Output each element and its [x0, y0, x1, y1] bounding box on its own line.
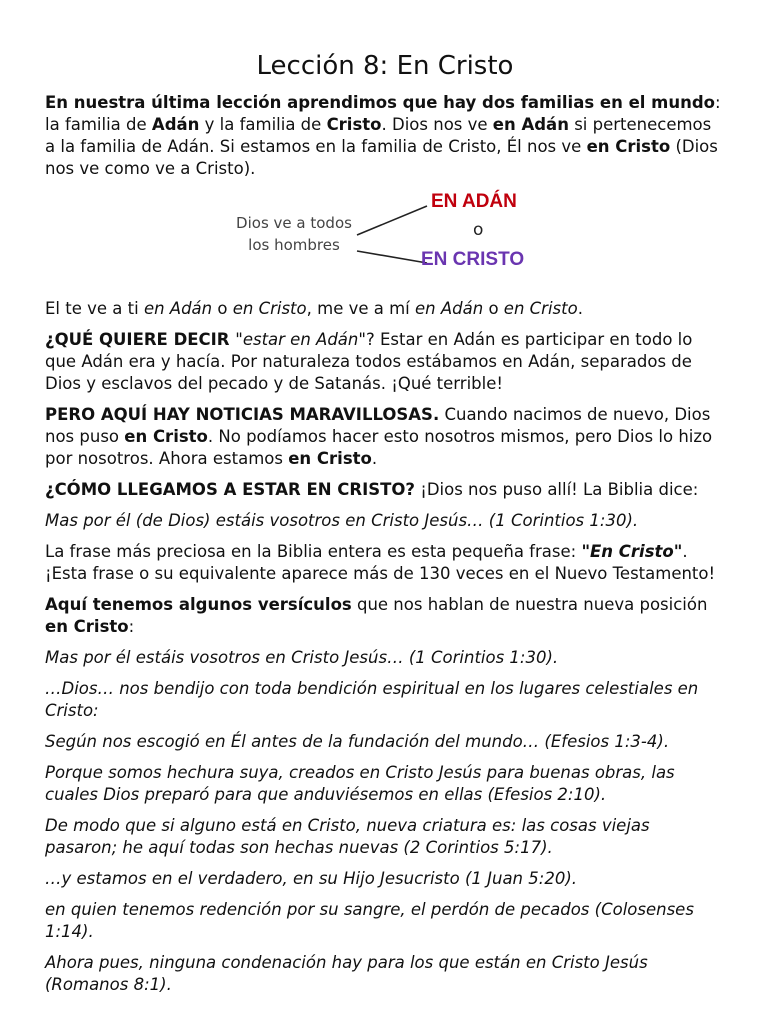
intro-text-3: . Dios nos ve	[381, 115, 493, 134]
p2-text-1: El te ve a ti	[45, 299, 144, 318]
p2-text-5: .	[577, 299, 583, 318]
intro-text-5: (Dios nos ve como ve a Cristo).	[45, 137, 718, 178]
verse-item: Según nos escogió en Él antes de la fundación del mundo… (Efesios 1:3-4).	[45, 732, 670, 751]
p2-text-4: o	[483, 299, 504, 318]
paragraph-noticias-maravillosas	[45, 404, 725, 470]
diagram-left-label	[231, 212, 357, 256]
p2-italic-2: en Cristo	[232, 299, 307, 318]
intro-bold-1: En nuestra última lección aprendimos que hay dos familias en el mundo	[45, 93, 716, 112]
two-families-diagram	[45, 192, 725, 284]
paragraph-versiculos-intro	[45, 594, 725, 638]
p3-italic-1: "estar en Adán"	[235, 330, 366, 349]
diagram-or: o	[473, 220, 484, 240]
page-title: Lección 8: En Cristo	[256, 51, 514, 81]
p4-text-2: . No podíamos hacer esto nosotros mismos, pero Dios lo hizo por nosotros. Ahora estamos	[45, 427, 713, 468]
verse-item: …y estamos en el verdadero, en su Hijo Jesucristo (1 Juan 5:20).	[45, 869, 577, 888]
p5-bold-1: ¿CÓMO LLEGAMOS A ESTAR EN CRISTO?	[45, 480, 415, 499]
p2-italic-4: en Cristo	[503, 299, 578, 318]
intro-bold-3: Cristo	[326, 115, 382, 134]
p8-text-1: que nos hablan de nuestra nueva posición	[351, 595, 708, 614]
intro-text-2: y la familia de	[199, 115, 327, 134]
verse-item: Porque somos hechura suya, creados en Cristo Jesús para buenas obras, las cuales Dios preparó para que anduviésemos en ellas (Efesios 2:10).	[45, 763, 675, 804]
p2-italic-1: en Adán	[143, 299, 213, 318]
p7-text-1: La frase más preciosa en la Biblia entera es esta pequeña frase:	[45, 542, 582, 561]
diagram-option-en-cristo: EN CRISTO	[421, 249, 525, 270]
quote-1-corintios: Mas por él (de Dios) estáis vosotros en Cristo Jesús… (1 Corintios 1:30).	[45, 511, 639, 530]
p5-text-1: ¡Dios nos puso allí! La Biblia dice:	[414, 480, 699, 499]
intro-text-4: si pertenecemos a la familia de Adán. Si estamos en la familia de Cristo, Él nos ve	[45, 115, 712, 156]
intro-bold-2: Adán	[151, 115, 200, 134]
p2-text-3: , me ve a mí	[306, 299, 416, 318]
p8-bold-1: Aquí tenemos algunos versículos	[45, 595, 352, 614]
diagram-left-line-1: Dios ve a todos	[236, 214, 352, 232]
p2-text-2: o	[212, 299, 233, 318]
paragraph-como-llegamos	[45, 479, 725, 501]
p4-text-1: Cuando nacimos de nuevo, Dios nos puso	[45, 405, 711, 446]
branch-line-lower	[357, 251, 427, 263]
diagram-left-line-2: los hombres	[248, 236, 340, 254]
intro-bold-5: en Cristo	[586, 137, 671, 156]
p3-text-1: ? Estar en Adán es participar en todo lo que Adán era y hacía. Por naturaleza todos estábamos en Adán, separados de Dios y esclavos del pecado y de Satanás. ¡Qué terrible!	[45, 330, 693, 393]
diagram-option-en-adan: EN ADÁN	[431, 191, 517, 212]
verse-item: De modo que si alguno está en Cristo, nueva criatura es: las cosas viejas pasaron; he aquí todas son hechas nuevas (2 Corintios 5:17).	[45, 816, 650, 857]
verse-item: Ahora pues, ninguna condenación hay para los que están en Cristo Jesús (Romanos 8:1).	[45, 953, 648, 994]
p8-bold-2: en Cristo	[45, 617, 129, 636]
branch-line-upper	[357, 206, 427, 235]
p4-bold-1: PERO AQUÍ HAY NOTICIAS MARAVILLOSAS.	[45, 405, 440, 424]
verse-item: …Dios… nos bendijo con toda bendición espiritual en los lugares celestiales en Cristo:	[45, 679, 699, 720]
intro-paragraph	[45, 92, 725, 180]
paragraph-te-ve	[45, 298, 725, 320]
lesson-page	[45, 50, 725, 1005]
p7-text-2: . ¡Esta frase o su equivalente aparece más de 130 veces en el Nuevo Testamento!	[45, 542, 716, 583]
verse-item: Mas por él estáis vosotros en Cristo Jesús… (1 Corintios 1:30).	[45, 648, 559, 667]
p4-bold-3: en Cristo	[288, 449, 372, 468]
p8-text-2: :	[128, 617, 135, 636]
verse-item: en quien tenemos redención por su sangre, el perdón de pecados (Colosenses 1:14).	[45, 900, 694, 941]
p4-bold-2: en Cristo	[124, 427, 208, 446]
paragraph-frase-preciosa	[45, 541, 725, 585]
p3-bold-1: ¿QUÉ QUIERE DECIR	[45, 330, 236, 349]
p2-italic-3: en Adán	[415, 299, 484, 318]
p4-text-3: .	[371, 449, 378, 468]
paragraph-que-quiere-decir	[45, 329, 725, 395]
intro-bold-4: en Adán	[492, 115, 569, 134]
p7-bold-italic-1: "En Cristo"	[581, 542, 683, 561]
intro-text-1: : la familia de	[45, 93, 721, 134]
